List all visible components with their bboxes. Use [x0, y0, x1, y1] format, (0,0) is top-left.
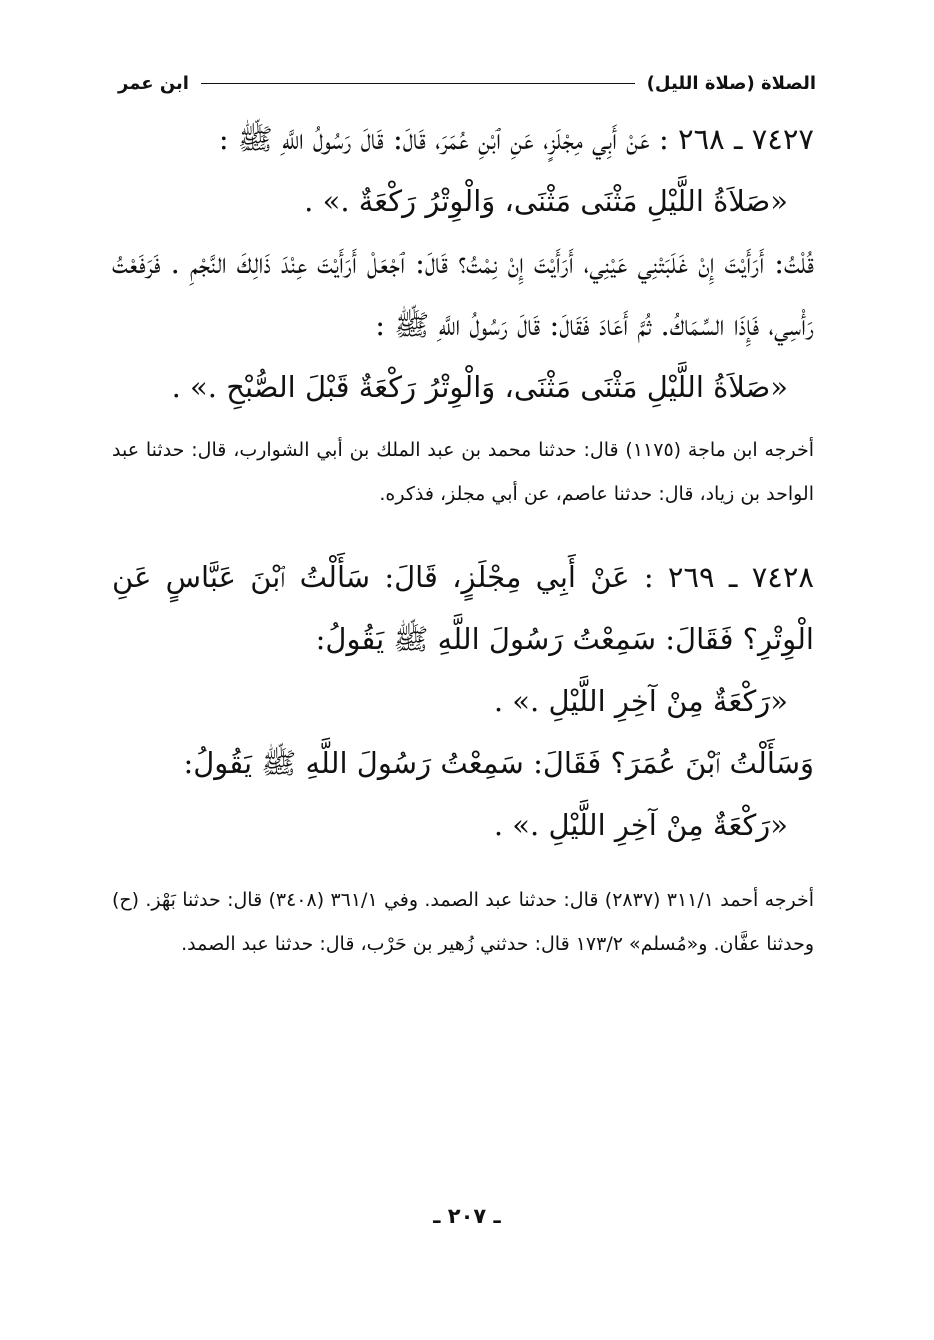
header-rule — [201, 83, 635, 84]
hadith-7428-narrative: وَسَأَلْتُ ٱبْنَ عُمَرَ؟ فَقَالَ: سَمِعْتُ رَسُولَ اللَّهِ ﷺ يَقُولُ: — [183, 746, 814, 780]
hadith-7428-quote-1: «رَكْعَةٌ مِنْ آخِرِ اللَّيْلِ .» . — [493, 684, 788, 718]
hadith-7427-quote-1: «صَلاَةُ اللَّيْلِ مَثْنَى مَثْنَى، وَالْوِتْرُ رَكْعَةٌ .» . — [304, 184, 788, 218]
hadith-7427-takhrij: أخرجه ابن ماجة (١١٧٥) قال: حدثنا محمد بن عبد الملك بن أبي الشوارب، قال: حدثنا عبد الواحد بن زياد، قال: حدثنا عاصم، عن أبي مجلز، فذكره. — [112, 439, 814, 505]
header-section-title: الصلاة (صلاة الليل) — [646, 72, 816, 94]
page-number: ـ ٢٠٧ ـ — [433, 1204, 501, 1228]
hadith-7427-quote-2: «صَلاَةُ اللَّيْلِ مَثْنَى مَثْنَى، وَالْوِتْرُ رَكْعَةٌ قَبْلَ الصُّبْحِ .» . — [171, 370, 788, 404]
hadith-7428-quote-2: «رَكْعَةٌ مِنْ آخِرِ اللَّيْلِ .» . — [493, 808, 788, 842]
page-body — [112, 108, 814, 966]
hadith-7428-takhrij: أخرجه أحمد ٣١١/١ (٢٨٣٧) قال: حدثنا عبد الصمد. وفي ٣٦١/١ (٣٤٠٨) قال: حدثنا بَهْز. (ح) وحدثنا عفَّان. و«مُسلم» ١٧٣/٢ قال: حدثني زُهير بن حَرْب، قال: حدثنا عبد الصمد. — [112, 889, 815, 955]
hadith-7427-narrative: قُلْتُ: أَرَأَيْتَ إِنْ غَلَبَتْنِي عَيْنِي، أَرَأَيْتَ إِنْ نِمْتُ؟ قَالَ: ٱجْعَلْ أَرَأَيْتَ عِنْدَ ذَالِكَ النَّجْمِ . فَرَفَعْتُ رَأْسِي، فَإِذَا السِّمَاكُ. ثُمَّ أَعَادَ فَقَالَ: قَالَ رَسُولُ اللَّهِ ﷺ : — [112, 246, 814, 342]
hadith-7427-intro: ٧٤٢٧ ـ ٢٦٨ : عَنْ أَبِي مِجْلَزٍ، عَنِ ٱبْنِ عُمَرَ، قَالَ: قَالَ رَسُولُ اللَّهِ ﷺ : — [218, 122, 814, 156]
running-header — [118, 68, 816, 98]
header-narrator: ابن عمر — [118, 72, 189, 94]
hadith-7428-intro: ٧٤٢٨ ـ ٢٦٩ : عَنْ أَبِي مِجْلَزٍ، قَالَ: سَأَلْتُ ٱبْنَ عَبَّاسٍ عَنِ الْوِتْرِ؟ فَقَالَ: سَمِعْتُ رَسُولَ اللَّهِ ﷺ يَقُولُ: — [112, 560, 814, 656]
